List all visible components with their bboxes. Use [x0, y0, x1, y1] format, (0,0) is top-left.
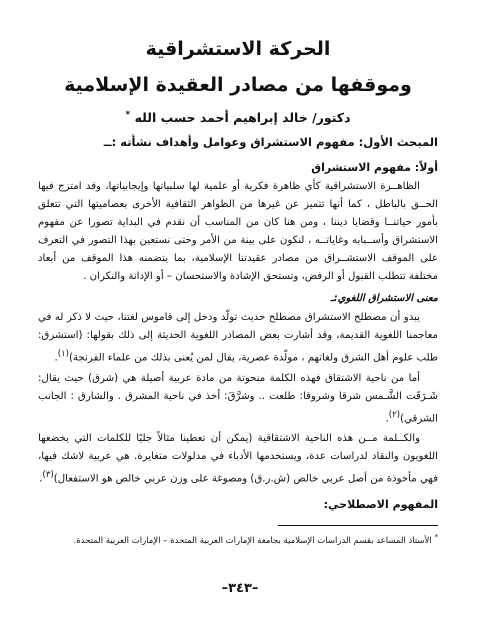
paragraph-3-text: أما من ناحية الاشتقاق فهذه الكلمة منحوتة من مادة عربية أصيلة هي (شرق) حيث يقال: شَـرَقَت الشَّـمس شرقا وشروقا: طلعت .. وشرَّقَ: أخذ في ناحية المشرق . والشارق : الجانب الشرقي): [38, 372, 438, 424]
paragraph-2: يبدو أن مصطلح الاستشراق مصطلح حديث تولّد ودخل إلى قاموس لغتنا، حيث لا ذكر له في معاجمنا اللغوية القديمة، وقد أشارت بعض المصادر اللغوية الحديثة إلى ذلك بقولها: (استشرق: طلب علوم أهل الشرق ولغاتهم ، مولّدة عصرية، يقال لمن يُعنى بذلك من علماء الفرنجة)$^{(١)}$.: [38, 312, 438, 364]
subheading-term: المفهوم الاصطلاحي:: [323, 498, 438, 512]
title-line-2: وموقفها من مصادر العقيدة الإسلامية: [64, 74, 412, 96]
subheading-linguistic: معنى الاستشراق اللغوي:ـ: [330, 293, 438, 305]
footnote-ref-2: (٢): [388, 409, 401, 420]
author-footnote-mark: *: [125, 110, 131, 120]
footnote-ref-1: (١): [57, 349, 69, 360]
footnote-text: الأستاذ المساعد بقسم الدراسات الإسلامية بجامعة الإمارات العربية المتحدة – الإمارات العربية المتحدة.: [73, 536, 432, 547]
subheading-concept: أولاً: مفهوم الاستشراق: [311, 161, 438, 175]
paragraph-4-text: والكــلمة مــن هذه الناحية الاشتقاقية (يمكن أن تعطينا مثالاً جليًا للكلمات التي يخضعها اللغويون والنقاد لدراسات عدة، ويستخدمها الأدباء في مدلولات متغايرة. هي عربية لاشك فيها، فهي مأخوذة من أصل عربي خالص (ش.ر.ق) ومصوغة على وزن عربي خالص هو الاستفعال): [38, 432, 438, 485]
section-heading: المبحث الأول: مفهوم الاستشراق وعوامل وأهداف نشأته :ــ: [103, 135, 438, 150]
footnote-mark: *: [434, 532, 438, 542]
paragraph-4: والكــلمة مــن هذه الناحية الاشتقاقية (يمكن أن تعطينا مثالاً جليًا للكلمات التي يخضعها اللغويون والنقاد لدراسات عدة، ويستخدمها الأدباء في مدلولات متغايرة. هي عربية لاشك فيها، فهي مأخوذة من أصل عربي خالص (ش.ر.ق) ومصوغة على وزن عربي خالص هو الاستفعال)$^{(٣)}$.: [38, 432, 438, 485]
title-line-1: الحركة الاستشراقية: [145, 38, 331, 60]
page-number: –٣٤٣–: [221, 581, 259, 596]
footnote: [38, 530, 438, 548]
author-name: دكتور/ خالد إبراهيم أحمد حسب الله: [134, 110, 351, 126]
footnote-divider: [278, 525, 438, 526]
paragraph-1: الظاهــرة الاستشراقية كأي ظاهرة فكرية أو علمية لها سلبياتها وإيجابياتها، وقد امتزج فيها الحــق بالباطل ، كما أنها تتميز عن غيرها من الظواهر الثقافية الأخرى بعصاميتها التي تتعلق بأمور حياتنــا وقضايا ديننا ، ومن هنا كان من المناسب أن نقدم في البداية تصورا عن مفهوم الاستشراق وأســبابه وغاياتــه ، لنكون على بينة من الأمر وحتى نستعين بهذا التصور في التعرف على الموقف الاستشــراق من مصادر عقيدتنا الإسلامية، بما يتضمنه هذا الموقف من أبعاد مختلفة تتطلب القبول أو الرفض، وتستحق الإشادة والاستحسان – أو الإدانة والنكران .: [38, 181, 438, 283]
paragraph-2-text: يبدو أن مصطلح الاستشراق مصطلح حديث تولّد ودخل إلى قاموس لغتنا، حيث لا ذكر له في معاجمنا اللغوية القديمة، وقد أشارت بعض المصادر اللغوية الحديثة إلى ذلك بقولها: (استشرق: طلب علوم أهل الشرق ولغاتهم ، مولّدة عصرية، يقال لمن يُعنى بذلك من علماء الفرنجة): [38, 312, 438, 364]
footnote-ref-3: (٣): [42, 469, 54, 480]
author-line: [38, 106, 438, 127]
paragraph-3: أما من ناحية الاشتقاق فهذه الكلمة منحوتة من مادة عربية أصيلة هي (شرق) حيث يقال: شَـرَقَت الشَّـمس شرقا وشروقا: طلعت .. وشرَّقَ: أخذ في ناحية المشرق . والشارق : الجانب الشرقي)$^{(٢)}$.: [38, 372, 438, 424]
